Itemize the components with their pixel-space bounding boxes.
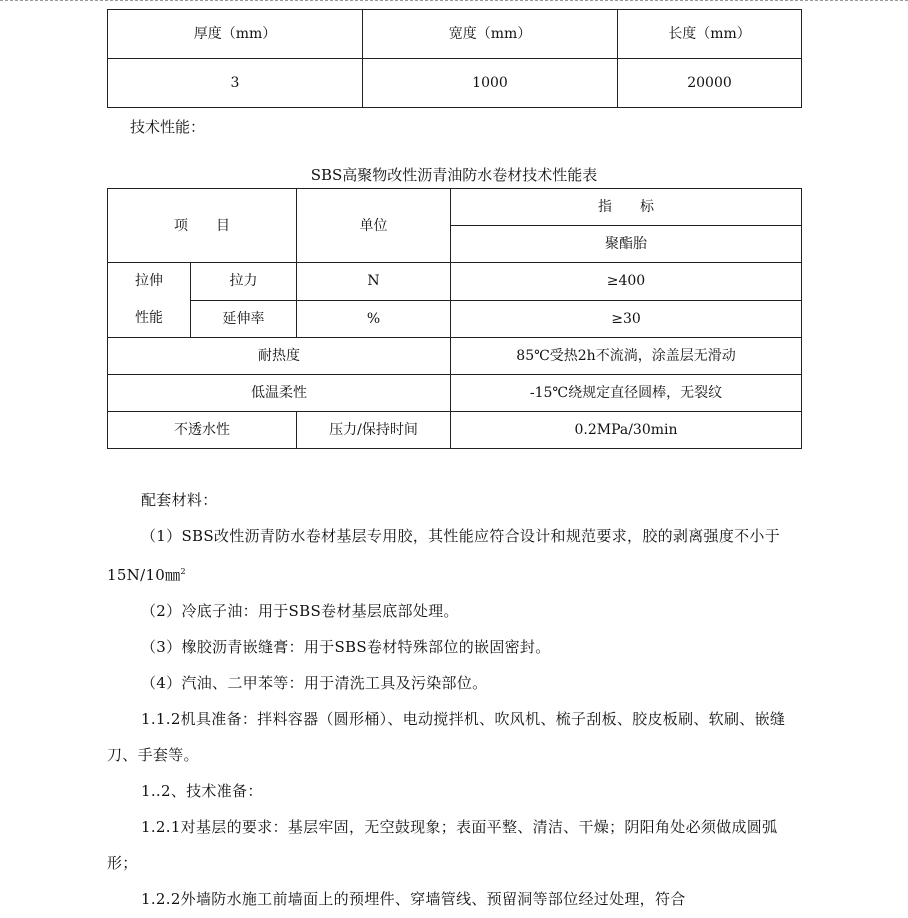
row-item: 延伸率 [191, 300, 297, 338]
table-row [108, 10, 802, 59]
tensile-group-line1: 拉伸 [135, 273, 163, 289]
value-thickness: 3 [108, 59, 363, 108]
paragraph-7: 1.2.1对基层的要求：基层牢固，无空鼓现象；表面平整、清洁、干燥；阴阳角处必须做成圆弧形； [107, 818, 778, 872]
row-value: ≥400 [451, 263, 802, 301]
paragraph-8: 1.2.2外墙防水施工前墙面上的预埋件、穿墙管线、预留洞等部位经过处理，符合 [141, 890, 686, 908]
paragraph-3: （3）橡胶沥青嵌缝膏：用于SBS卷材特殊部位的嵌固密封。 [141, 638, 551, 656]
header-item: 项 目 [108, 189, 297, 263]
impermeability-value: 0.2MPa/30min [451, 412, 802, 449]
heat-resistance-value: 85℃受热2h不流淌，涂盖层无滑动 [451, 338, 802, 375]
dimension-table [107, 9, 802, 108]
header-length: 长度（mm） [618, 10, 802, 59]
table-row [108, 263, 802, 301]
row-unit: % [297, 300, 451, 338]
materials-title: 配套材料： [141, 491, 218, 509]
impermeability-unit: 压力/保持时间 [297, 412, 451, 449]
page-top-border [0, 0, 908, 1]
header-polyester: 聚酯胎 [451, 226, 802, 263]
body-text [107, 482, 807, 917]
paragraph-1-text: （1）SBS改性沥青防水卷材基层专用胶，其性能应符合设计和规范要求，胶的剥离强度不小于15N/10㎜ [107, 527, 781, 584]
paragraph-5: 1.1.2机具准备：拌料容器（圆形桶）、电动搅拌机、吹风机、梳子刮板、胶皮板刷、软刷、嵌缝刀、手套等。 [107, 710, 786, 764]
header-width: 宽度（mm） [363, 10, 618, 59]
table-caption: SBS高聚物改性沥青油防水卷材技术性能表 [310, 166, 598, 184]
table-row [108, 189, 802, 226]
tech-performance-label: 技术性能： [130, 118, 206, 136]
tensile-group-line2: 性能 [135, 310, 163, 326]
header-index: 指 标 [451, 189, 802, 226]
low-temp-flex-label: 低温柔性 [108, 375, 451, 412]
paragraph-4: （4）汽油、二甲苯等：用于清洗工具及污染部位。 [141, 674, 488, 692]
paragraph-2: （2）冷底子油：用于SBS卷材基层底部处理。 [141, 602, 459, 620]
table-row [108, 338, 802, 375]
paragraph-6: 1..2、技术准备： [141, 782, 263, 800]
table-row [108, 412, 802, 449]
paragraph-1 [107, 518, 807, 593]
paragraph-1-superscript: 2 [180, 567, 186, 576]
heat-resistance-label: 耐热度 [108, 338, 451, 375]
performance-table [107, 188, 802, 449]
value-length: 20000 [618, 59, 802, 108]
table-row [108, 59, 802, 108]
row-unit: N [297, 263, 451, 301]
low-temp-flex-value: -15℃绕规定直径圆棒，无裂纹 [451, 375, 802, 412]
value-width: 1000 [363, 59, 618, 108]
table-row [108, 300, 802, 338]
table-row [108, 375, 802, 412]
tensile-group-label [108, 263, 191, 338]
row-item: 拉力 [191, 263, 297, 301]
row-value: ≥30 [451, 300, 802, 338]
header-thickness: 厚度（mm） [108, 10, 363, 59]
header-unit: 单位 [297, 189, 451, 263]
impermeability-label: 不透水性 [108, 412, 297, 449]
